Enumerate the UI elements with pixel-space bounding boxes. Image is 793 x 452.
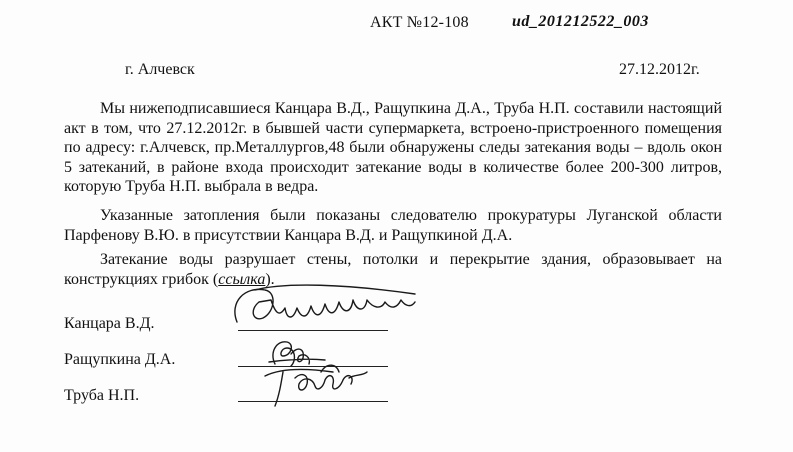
act-title: АКТ №12-108	[370, 14, 469, 31]
paragraph-damage-end: ).	[265, 270, 275, 288]
signature-raschupkina	[269, 342, 325, 366]
reference-link[interactable]: ссылка	[218, 270, 266, 288]
signer-kantsara: Канцара В.Д.	[64, 315, 155, 332]
signer-raschupkina: Ращупкина Д.А.	[64, 351, 176, 368]
city-label: г. Алчевск	[125, 61, 195, 78]
signer-truba: Труба Н.П.	[64, 387, 140, 404]
act-date: 27.12.2012г.	[619, 61, 700, 78]
document-id: ud_201212522_003	[512, 13, 649, 30]
signature-kantsara	[235, 289, 415, 322]
paragraph-findings: Мы нижеподписавшиеся Канцара В.Д., Ращупкина Д.А., Труба Н.П. составили настоящий акт в том, что 27.12.2012г. в бывшей части супермаркета, встроено-пристроенного помещения по адресу: г.Алчевск, пр.Металлургов,48 были обнаружены следы затекания воды – вдоль окон 5 затеканий, в районе входа происходит затекание воды в количестве более 200-300 литров, которую Труба Н.П. выбрала в ведра.	[64, 100, 722, 195]
paragraph-damage-text: Затекание воды разрушает стены, потолки и перекрытие здания, образовывает на конструкциях грибок (	[64, 251, 722, 288]
paragraph-prosecutor: Указанные затопления были показаны следователю прокуратуры Луганской области Парфенову В.Ю. в присутствии Канцара В.Д. и Ращупкиной Д.А.	[64, 207, 722, 244]
handwritten-signatures	[225, 272, 425, 412]
signature-truba	[265, 365, 367, 406]
